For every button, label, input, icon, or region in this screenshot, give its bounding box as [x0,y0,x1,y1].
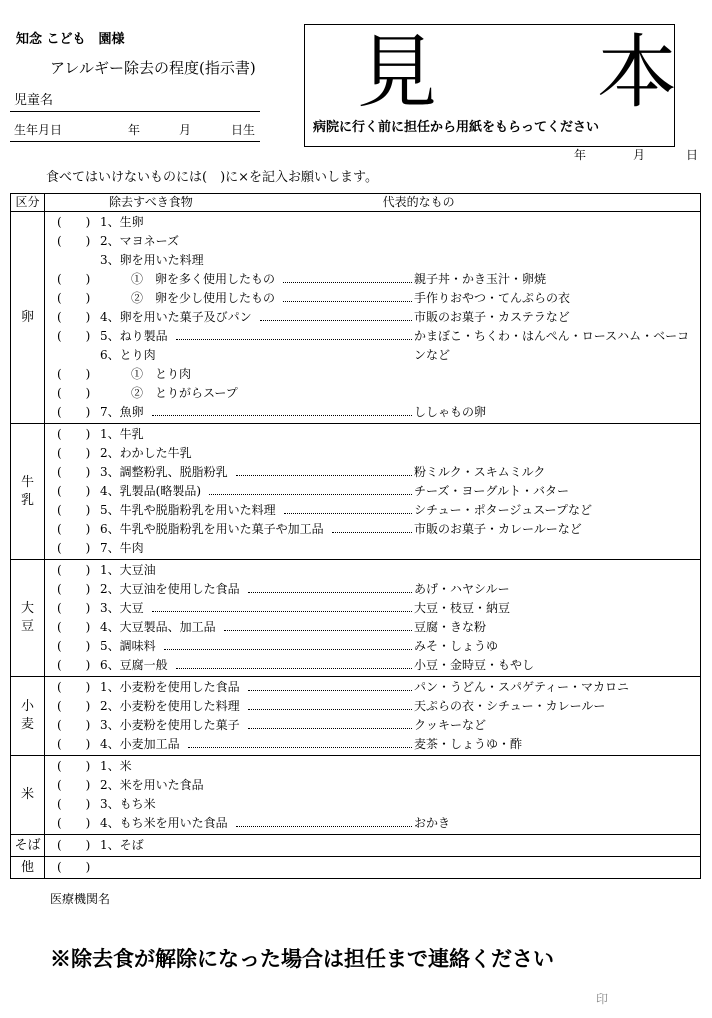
birth-day-label: 日生 [231,123,256,137]
food-label: 5、牛乳や脱脂粉乳を用いた料理 [100,503,276,517]
checkbox-parentheses[interactable]: ( ) [57,465,91,479]
dotted-leader [209,482,412,495]
food-row [45,716,700,735]
dotted-leader [176,656,412,669]
example-text: パン・うどん・スパゲティー・マカロニ [414,680,630,694]
category-cell [11,835,45,857]
checkbox-parentheses[interactable]: ( ) [57,620,91,634]
food-label: ② 卵を少し使用したもの [131,291,276,305]
dotted-leader [164,637,412,650]
checkbox-parentheses[interactable]: ( ) [57,272,91,286]
dotted-leader [260,308,412,321]
checkbox-parentheses[interactable]: ( ) [57,816,91,830]
food-row [45,757,700,776]
dotted-leader [152,403,412,416]
category-label: 他 [20,859,34,875]
food-row [45,289,700,308]
food-row [45,365,700,384]
food-row [45,697,700,716]
food-row [45,637,700,656]
table-group-row [11,835,701,857]
food-row [45,403,700,422]
table-group-row [11,857,701,879]
food-row [45,384,700,403]
birth-year-label: 年 [128,123,141,137]
date-day-label: 日 [686,148,699,162]
checkbox-parentheses[interactable]: ( ) [57,367,91,381]
dotted-leader [283,289,412,302]
food-label: 2、わかした牛乳 [100,446,192,460]
food-label: 1、米 [100,759,132,773]
checkbox-parentheses[interactable]: ( ) [57,582,91,596]
dotted-leader [176,327,412,340]
checkbox-parentheses[interactable]: ( ) [57,718,91,732]
food-label: 3、卵を用いた料理 [100,253,204,267]
category-label: 大豆 [21,601,35,634]
food-label: 3、もち米 [100,797,156,811]
food-row [45,251,700,270]
food-label: 6、牛乳や脱脂粉乳を用いた菓子や加工品 [100,522,324,536]
checkbox-parentheses[interactable]: ( ) [57,759,91,773]
table-body [11,212,701,879]
sample-box [304,24,675,147]
food-row [45,561,700,580]
dotted-leader [224,618,412,631]
checkbox-parentheses[interactable]: ( ) [57,405,91,419]
food-label: 3、小麦粉を使用した菓子 [100,718,240,732]
checkbox-parentheses[interactable]: ( ) [57,503,91,517]
checkbox-parentheses[interactable]: ( ) [57,310,91,324]
food-label: 2、大豆油を使用した食品 [100,582,240,596]
category-label: 米 [20,787,34,802]
checkbox-parentheses[interactable]: ( ) [57,446,91,460]
food-row [45,539,700,558]
food-label: 7、牛肉 [100,541,144,555]
checkbox-parentheses[interactable]: ( ) [57,639,91,653]
food-row [45,814,700,833]
food-label: 3、大豆 [100,601,144,615]
food-row [45,599,700,618]
food-row [45,213,700,232]
category-label: 小麦 [21,699,35,732]
food-list-cell [45,212,701,424]
food-label: 5、調味料 [100,639,156,653]
food-label: 2、小麦粉を使用した料理 [100,699,240,713]
dotted-leader [236,463,412,476]
dotted-leader [152,599,412,612]
category-cell [11,857,45,879]
food-label: 3、調整粉乳、脱脂粉乳 [100,465,228,479]
food-row [45,735,700,754]
category-cell [11,424,45,560]
category-cell [11,756,45,835]
food-label: 2、米を用いた食品 [100,778,204,792]
food-row [45,346,700,365]
food-row [45,308,700,327]
food-list-cell [45,424,701,560]
checkbox-parentheses[interactable]: ( ) [57,215,91,229]
food-row [45,232,700,251]
food-label: 4、小麦加工品 [100,737,180,751]
food-row [45,482,700,501]
food-label: 4、もち米を用いた食品 [100,816,228,830]
checkbox-parentheses[interactable]: ( ) [57,778,91,792]
food-row [45,776,700,795]
table-group-row [11,212,701,424]
dotted-leader [284,501,412,514]
example-text: クッキーなど [414,718,487,732]
food-row [45,858,700,877]
dotted-leader [248,678,412,691]
checkbox-parentheses[interactable]: ( ) [57,699,91,713]
example-text: 天ぷらの衣・シチュー・カレールー [414,699,606,713]
date-month-label: 月 [633,148,646,162]
example-text: ししゃもの卵 [414,405,487,419]
dotted-leader [188,735,412,748]
example-text: おかき [414,816,451,830]
school-name: 知念 こども 園様 [16,32,125,47]
example-text: みそ・しょうゆ [414,639,499,653]
food-row [45,444,700,463]
checkbox-parentheses[interactable]: ( ) [57,386,91,400]
example-text: 大豆・枝豆・納豆 [414,601,511,615]
food-label: ① とり肉 [131,367,192,381]
example-text: 親子丼・かき玉汁・卵焼 [414,272,547,286]
sample-note: 病院に行く前に担任から用紙をもらってください [313,120,600,135]
dotted-leader [283,270,412,283]
checkbox-parentheses[interactable]: ( ) [57,658,91,672]
food-row [45,463,700,482]
example-text: あげ・ハヤシルー [414,582,510,596]
checkbox-parentheses[interactable]: ( ) [57,797,91,811]
dotted-leader [248,716,412,729]
food-row [45,270,700,289]
allergy-table [10,193,701,879]
food-label: 4、卵を用いた菓子及びパン [100,310,252,324]
institution-label: 医療機関名 [50,892,111,906]
category-label: 牛乳 [21,474,35,508]
example-text: かまぼこ・ちくわ・はんぺん・ロースハム・ベーコンなど [414,329,690,362]
food-row [45,425,700,444]
table-group-row [11,756,701,835]
child-name-line [10,111,260,112]
birth-month-label: 月 [179,123,192,137]
food-label: ① 卵を多く使用したもの [131,272,276,286]
example-text: 豆腐・きな粉 [414,620,487,634]
checkbox-parentheses[interactable]: ( ) [57,860,91,874]
food-label: 1、そば [100,838,144,852]
example-text: 市販のお菓子・カレールーなど [414,522,582,536]
category-label: そば [14,837,41,853]
checkbox-parentheses[interactable]: ( ) [57,563,91,577]
food-label: 6、豆腐一般 [100,658,168,672]
food-label: 4、乳製品(略製品) [100,484,201,498]
header-category: 区分 [11,194,45,212]
food-row [45,836,700,855]
food-label: 4、大豆製品、加工品 [100,620,216,634]
dotted-leader [248,697,412,710]
food-label: 1、牛乳 [100,427,144,441]
release-notice: ※除去食が解除になった場合は担任まで連絡ください [50,946,554,971]
dotted-leader [236,814,412,827]
birth-label: 生年月日 [14,123,63,137]
food-row [45,501,700,520]
sample-stamp-text: 見 本 [357,26,677,119]
dotted-leader [332,520,412,533]
category-cell [11,560,45,677]
table-group-row [11,677,701,756]
table-group-row [11,560,701,677]
example-text: 粉ミルク・スキムミルク [414,465,546,479]
food-list-cell [45,756,701,835]
checkbox-parentheses[interactable]: ( ) [57,541,91,555]
checkbox-parentheses[interactable]: ( ) [57,427,91,441]
example-text: 麦茶・しょうゆ・酢 [414,737,523,751]
food-label: 5、ねり製品 [100,329,168,343]
example-text: チーズ・ヨーグルト・バター [414,484,570,498]
checkbox-parentheses[interactable]: ( ) [57,329,91,343]
dotted-leader [248,580,412,593]
example-text: 手作りおやつ・てんぷらの衣 [414,291,571,305]
date-year-label: 年 [574,148,587,162]
food-label: ② とりがらスープ [131,386,238,400]
header-food-and-examples [45,194,701,212]
seal-label: 印 [596,992,609,1006]
food-list-cell [45,677,701,756]
example-text: 小豆・金時豆・もやし [414,658,535,672]
food-list-cell [45,857,701,879]
birth-line [10,141,260,142]
table-group-row [11,424,701,560]
example-text: シチュー・ポタージュスープなど [414,503,592,517]
food-label: 2、マヨネーズ [100,234,180,248]
food-row [45,580,700,599]
food-row [45,656,700,675]
checkbox-parentheses[interactable]: ( ) [57,522,91,536]
instruction-text: 食べてはいけないものには( )に×を記入お願いします。 [46,170,378,185]
food-label: 7、魚卵 [100,405,144,419]
category-cell [11,212,45,424]
checkbox-parentheses[interactable]: ( ) [57,234,91,248]
food-label: 1、大豆油 [100,563,156,577]
header-examples: 代表的なもの [382,195,455,209]
checkbox-parentheses[interactable]: ( ) [57,680,91,694]
checkbox-parentheses[interactable]: ( ) [57,291,91,305]
food-list-cell [45,835,701,857]
food-list-cell [45,560,701,677]
checkbox-parentheses[interactable]: ( ) [57,838,91,852]
food-label: 1、小麦粉を使用した食品 [100,680,240,694]
food-row [45,520,700,539]
child-name-label: 児童名 [14,93,54,108]
food-label: 6、とり肉 [100,348,156,362]
header-food: 除去すべき食物 [109,195,193,209]
checkbox-parentheses[interactable]: ( ) [57,484,91,498]
food-row [45,678,700,697]
example-text: 市販のお菓子・カステラなど [414,310,570,324]
category-label: 卵 [20,309,34,325]
page-title: アレルギー除去の程度(指示書) [50,59,256,77]
food-row [45,618,700,637]
category-cell [11,677,45,756]
food-label: 1、生卵 [100,215,144,229]
checkbox-parentheses[interactable]: ( ) [57,601,91,615]
food-row [45,795,700,814]
checkbox-parentheses[interactable]: ( ) [57,737,91,751]
